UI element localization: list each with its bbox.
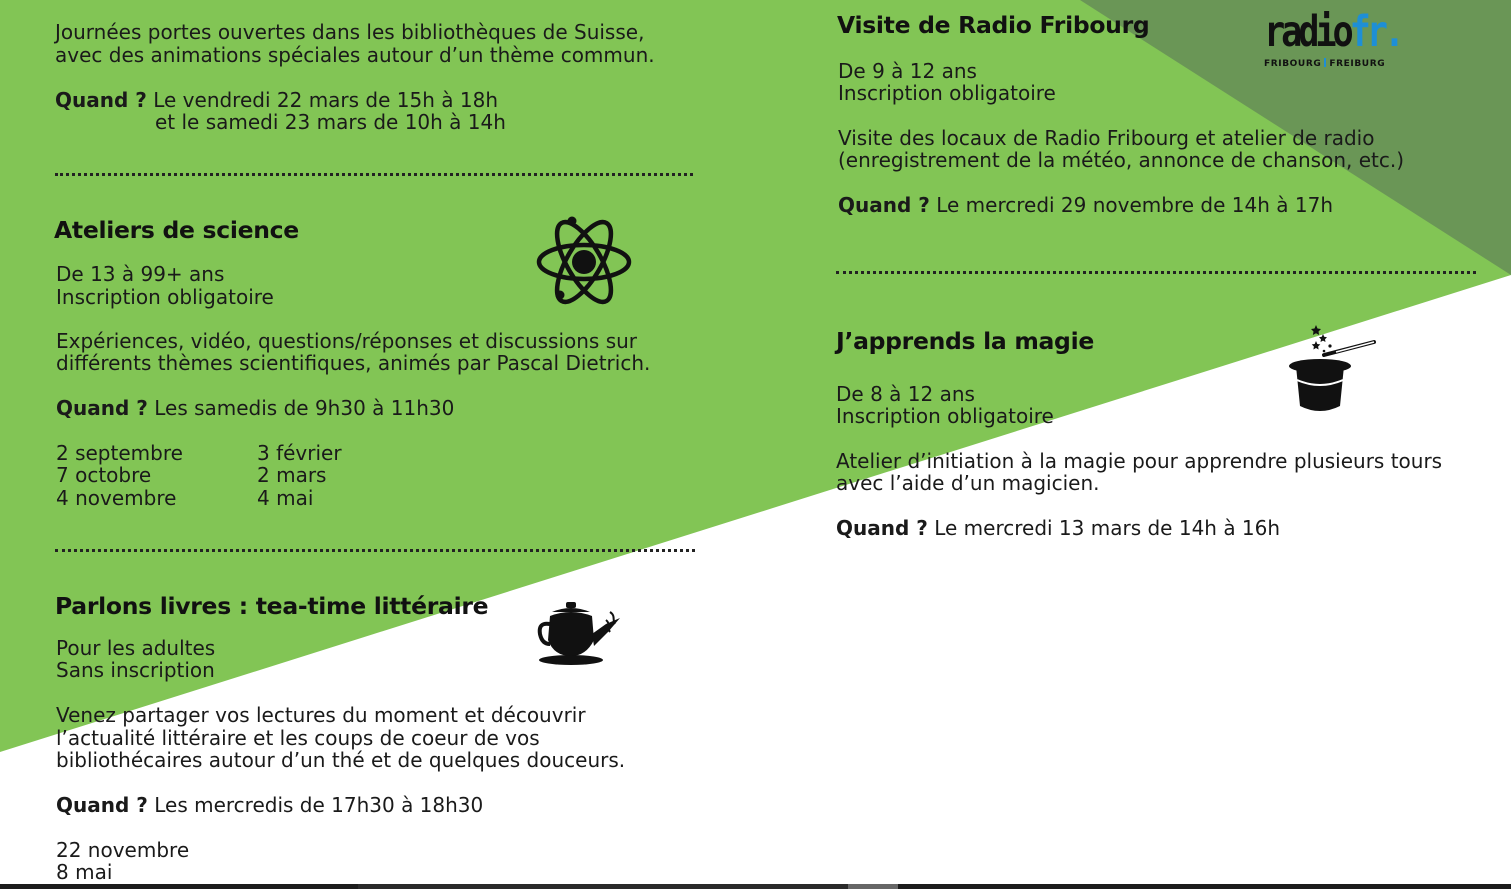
books-desc-1: Venez partager vos lectures du moment et découvrir (56, 703, 586, 727)
intro-line-1: Journées portes ouvertes dans les bibliothèques de Suisse, (55, 20, 645, 44)
books-date: 8 mai (56, 860, 113, 884)
radio-desc-1: Visite des locaux de Radio Fribourg et atelier de radio (838, 126, 1375, 150)
dotted-divider (55, 549, 695, 552)
science-when-text: Les samedis de 9h30 à 11h30 (154, 396, 455, 420)
radio-registration: Inscription obligatoire (838, 81, 1056, 105)
science-title: Ateliers de science (54, 216, 299, 244)
books-when (56, 794, 483, 817)
magic-registration: Inscription obligatoire (836, 404, 1054, 428)
magic-desc-2: avec l’aide d’un magicien. (836, 471, 1100, 495)
when-label: Quand ? (56, 793, 148, 817)
logo-sub-left: FRIBOURG (1264, 59, 1322, 69)
science-date: 4 mai (257, 486, 314, 510)
when-label: Quand ? (838, 193, 930, 217)
science-date: 4 novembre (56, 486, 177, 510)
intro-when-line-2: et le samedi 23 mars de 10h à 14h (155, 110, 506, 134)
radio-fribourg-logo (1264, 7, 1404, 71)
logo-separator (1324, 58, 1326, 67)
books-audience: Pour les adultes (56, 636, 216, 660)
science-when (56, 397, 454, 420)
magic-hat-icon (1286, 322, 1378, 416)
intro-line-2: avec des animations spéciales autour d’un thème commun. (55, 43, 655, 67)
teapot-icon (536, 600, 622, 668)
logo-main-text: radio (1264, 7, 1350, 57)
atom-icon (536, 216, 632, 308)
bottom-strip-segment (848, 884, 898, 889)
radio-desc-2: (enregistrement de la météo, annonce de chanson, etc.) (838, 148, 1405, 172)
books-when-text: Les mercredis de 17h30 à 18h30 (154, 793, 484, 817)
radio-when (838, 194, 1333, 217)
magic-desc-1: Atelier d’initiation à la magie pour apprendre plusieurs tours (836, 449, 1443, 473)
intro-when-line-1: Le vendredi 22 mars de 15h à 18h (153, 88, 499, 112)
science-date: 2 mars (257, 463, 327, 487)
radio-when-text: Le mercredi 29 novembre de 14h à 17h (936, 193, 1333, 217)
magic-age: De 8 à 12 ans (836, 382, 975, 406)
magic-when (836, 517, 1280, 540)
logo-accent-text: fr. (1349, 7, 1402, 57)
science-date: 2 septembre (56, 441, 183, 465)
books-desc-3: bibliothécaires autour d’un thé et de quelques douceurs. (56, 748, 626, 772)
logo-sub-right: FREIBURG (1329, 59, 1386, 69)
science-registration: Inscription obligatoire (56, 285, 274, 309)
bottom-scroll-strip (0, 884, 1511, 889)
radio-age: De 9 à 12 ans (838, 59, 977, 83)
magic-when-text: Le mercredi 13 mars de 14h à 16h (934, 516, 1281, 540)
books-date: 22 novembre (56, 838, 190, 862)
when-label: Quand ? (55, 88, 147, 112)
bottom-strip-segment (358, 884, 848, 889)
magic-title: J’apprends la magie (836, 327, 1094, 355)
science-date: 3 février (257, 441, 342, 465)
science-age: De 13 à 99+ ans (56, 262, 225, 286)
science-desc-1: Expériences, vidéo, questions/réponses et discussions sur (56, 329, 638, 353)
books-registration: Sans inscription (56, 658, 215, 682)
dotted-divider (55, 173, 693, 176)
science-date: 7 octobre (56, 463, 152, 487)
science-desc-2: différents thèmes scientifiques, animés par Pascal Dietrich. (56, 351, 651, 375)
dotted-divider (836, 271, 1476, 274)
when-label: Quand ? (836, 516, 928, 540)
when-label: Quand ? (56, 396, 148, 420)
books-title: Parlons livres : tea-time littéraire (55, 592, 489, 620)
books-desc-2: l’actualité littéraire et les coups de coeur de vos (56, 726, 540, 750)
radio-title: Visite de Radio Fribourg (837, 11, 1150, 39)
intro-when (55, 89, 498, 112)
